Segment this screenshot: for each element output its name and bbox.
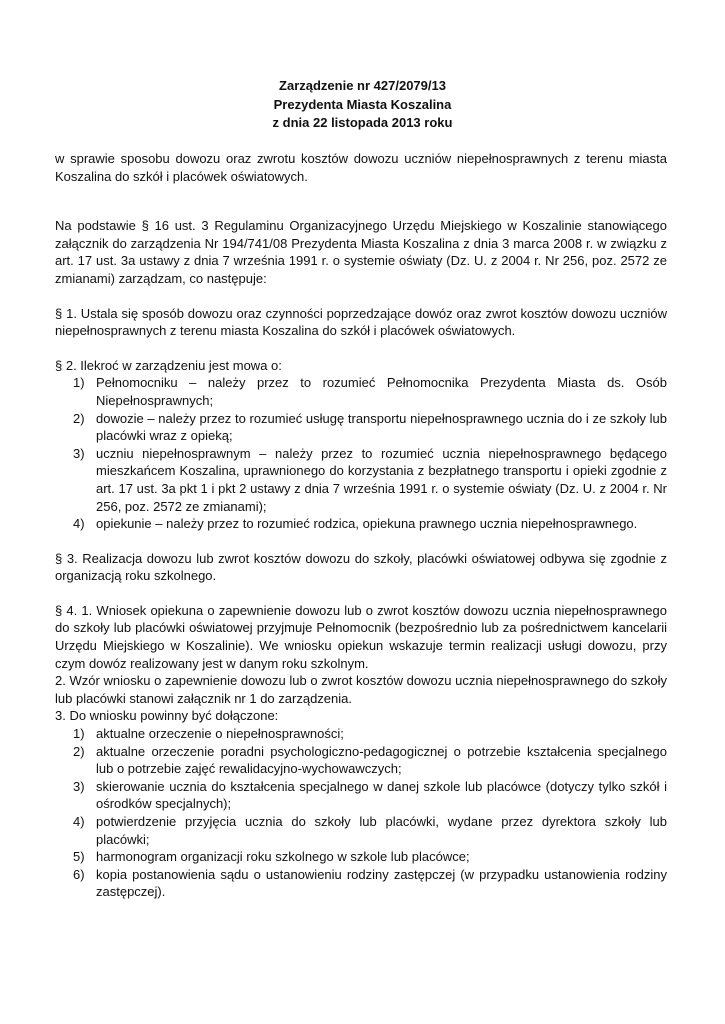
paragraph-4-point-2: 2. Wzór wniosku o zapewnienie dowozu lub o zwrot kosztów dowozu ucznia niepełnosprawnego do szkoły lub placówki stanowi załącznik nr 1 do zarządzenia. xyxy=(55,673,667,706)
title-line-3: z dnia 22 listopada 2013 roku xyxy=(272,115,453,130)
legal-basis-paragraph: Na podstawie § 16 ust. 3 Regulaminu Organizacyjnego Urzędu Miejskiego w Koszalinie stanowiącego załącznik do zarządzenia Nr 194/741/08 Prezydenta Miasta Koszalina z dnia 3 marca 2008 r. w związku z art. 17 ust. 3a ustawy z dnia 7 września 1991 r. o systemie oświaty (Dz. U. z 2004 r. Nr 256, poz. 2572 ze zmianami) zarządzam, co następuje: xyxy=(55,218,667,286)
list-item: 2) aktualne orzeczenie poradni psychologiczno-pedagogicznej o potrzebie kształcenia specjalnego lub o potrzebie zajęć rewalidacyjno-wychowawczych; xyxy=(73,743,667,777)
list-item: 3) uczniu niepełnosprawnym – należy przez to rozumieć ucznia niepełnosprawnego będącego mieszkańcem Koszalina, uprawnionego do korzystania z bezpłatnego transportu i opieki zgodnie z art. 17 ust. 3a pkt 1 i pkt 2 ustawy z dnia 7 września 1991 r. o systemie oświaty (Dz. U. z 2004 r. Nr 256, poz. 2572 ze zmianami); xyxy=(73,445,667,514)
paragraph-1: § 1. Ustala się sposób dowozu oraz czynności poprzedzające dowóz oraz zwrot kosztów dowozu uczniów niepełnosprawnych z terenu miasta Koszalina do szkół i placówek oświatowych. xyxy=(55,305,667,339)
document-title xyxy=(0,77,725,133)
attachments-list xyxy=(55,725,667,901)
list-item: 4) opiekunie – należy przez to rozumieć rodzica, opiekuna prawnego ucznia niepełnosprawnego. xyxy=(73,516,638,532)
subject-paragraph: w sprawie sposobu dowozu oraz zwrotu kosztów dowozu uczniów niepełnosprawnych z terenu miasta Koszalina do szkół i placówek oświatowych. xyxy=(55,151,667,184)
list-item: 6) kopia postanowienia sądu o ustanowieniu rodziny zastępczej (w przypadku ustanowienia rodziny zastępczej). xyxy=(73,866,667,900)
paragraph-4-point-1: § 4. 1. Wniosek opiekuna o zapewnienie dowozu lub o zwrot kosztów dowozu ucznia niepełnosprawnego do szkoły lub placówki oświatowej przyjmuje Pełnomocnik (bezpośrednio lub za pośrednictwem kancelarii Urzędu Miejskiego w Koszalinie). We wniosku opiekun wskazuje termin realizacji usługi dowozu, przy czym dowóz realizowany jest w danym roku szkolnym. xyxy=(55,602,667,671)
definitions-list xyxy=(55,374,667,532)
list-item: 2) dowozie – należy przez to rozumieć usługę transportu niepełnosprawnego ucznia do i ze szkoły lub placówki wraz z opieką; xyxy=(73,410,667,444)
document-body xyxy=(55,150,667,901)
paragraph-4-point-3-intro: 3. Do wniosku powinny być dołączone: xyxy=(55,708,279,724)
list-item: 1) Pełnomocniku – należy przez to rozumieć Pełnomocnika Prezydenta Miasta ds. Osób Niepełnosprawnych; xyxy=(73,375,667,408)
list-item: 5) harmonogram organizacji roku szkolnego w szkole lub placówce; xyxy=(73,849,470,865)
list-item: 1) aktualne orzeczenie o niepełnosprawności; xyxy=(73,726,344,742)
list-item: 3) skierowanie ucznia do kształcenia specjalnego w danej szkole lub placówce (dotyczy tylko szkół i ośrodków specjalnych); xyxy=(73,778,667,812)
title-line-1: Zarządzenie nr 427/2079/13 xyxy=(279,78,446,93)
list-item: 4) potwierdzenie przyjęcia ucznia do szkoły lub placówki, wydane przez dyrektora szkoły lub placówki; xyxy=(73,814,667,847)
paragraph-3: § 3. Realizacja dowozu lub zwrot kosztów dowozu do szkoły, placówki oświatowej odbywa się zgodnie z organizacją roku szkolnego. xyxy=(55,550,667,584)
title-line-2: Prezydenta Miasta Koszalina xyxy=(273,96,452,112)
paragraph-2-intro: § 2. Ilekroć w zarządzeniu jest mowa o: xyxy=(55,357,282,373)
